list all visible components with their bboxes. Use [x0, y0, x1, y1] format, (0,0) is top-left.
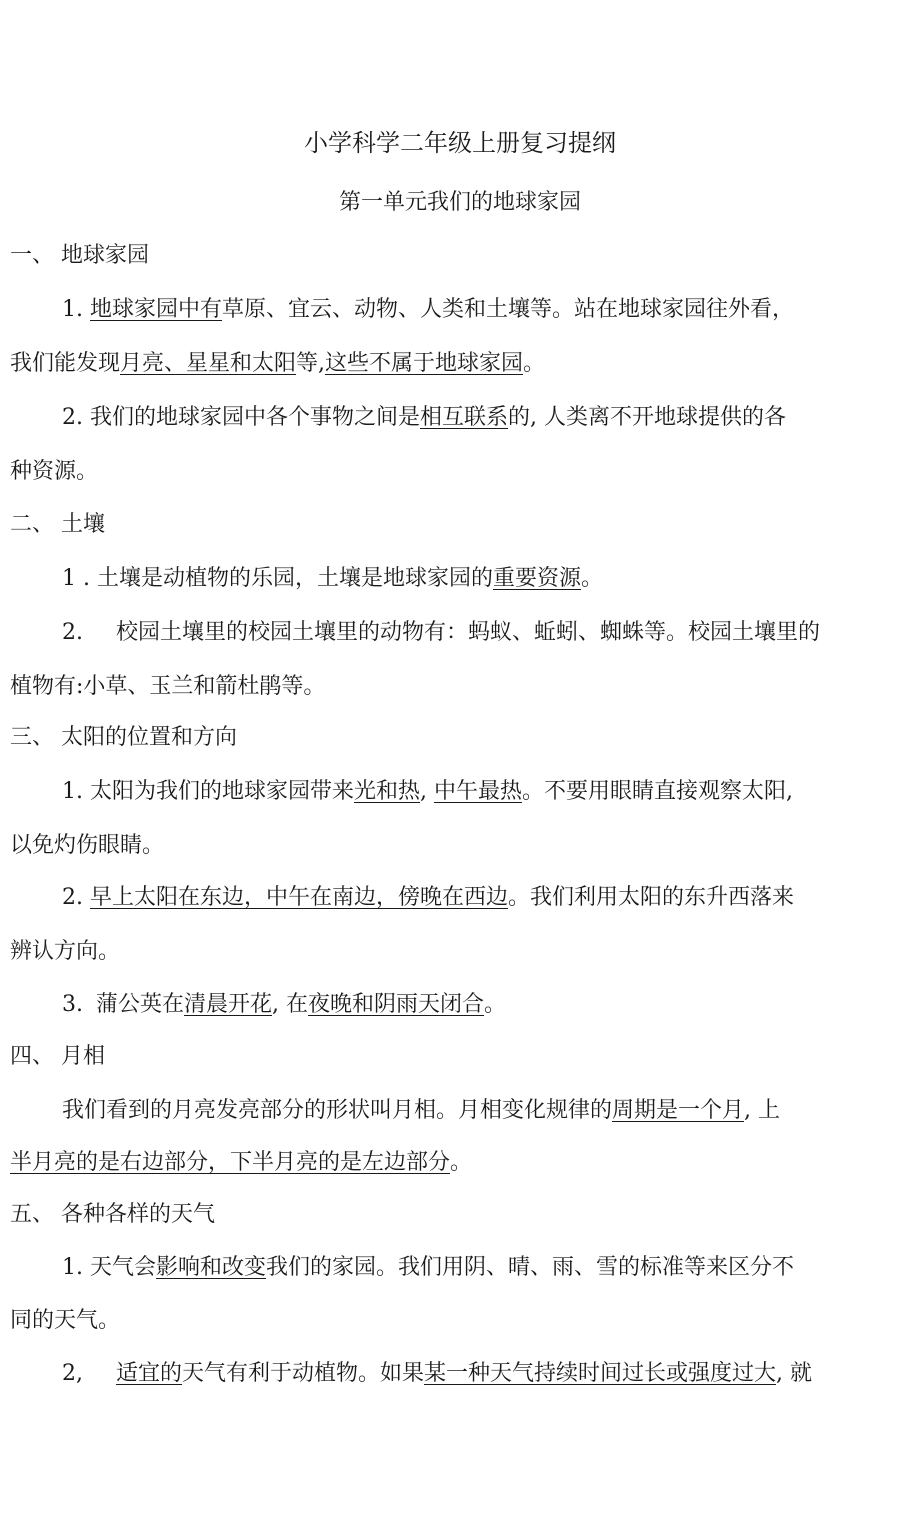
paragraph-line: [62, 403, 786, 433]
text-segment: 蒲公英在: [96, 992, 185, 1017]
section-heading-sun-position: 三、 太阳的位置和方向: [10, 725, 237, 750]
text-segment: 等,: [296, 351, 326, 376]
item-number: 2.: [62, 405, 83, 430]
underlined-key-phrase: 某一种天气持续时间过长或强度过大: [424, 1361, 777, 1386]
item-number: 2.: [62, 620, 83, 645]
text-segment: 。: [484, 992, 507, 1017]
text-segment: , 上: [744, 1098, 781, 1123]
text-segment: , 就: [776, 1361, 813, 1386]
text-segment: ,: [420, 779, 428, 804]
item-number: 2,: [62, 1361, 83, 1386]
unit-title: 第一单元我们的地球家园: [338, 190, 581, 215]
paragraph-line: [62, 618, 820, 648]
text-segment: 以免灼伤眼睛。: [10, 833, 165, 858]
paragraph-line: [62, 564, 603, 594]
text-segment: 。不要用眼睛直接观察太阳,: [522, 779, 794, 804]
section-heading-weather: 五、 各种各样的天气: [10, 1202, 215, 1227]
underlined-key-phrase: 中午最热: [434, 779, 523, 804]
text-segment: 同的天气。: [10, 1308, 121, 1333]
underlined-key-phrase: 适宜的: [116, 1361, 183, 1386]
text-segment: 种资源。: [10, 459, 99, 484]
underlined-key-phrase: 相互联系: [420, 405, 509, 430]
text-segment: 我们看到的月亮发亮部分的形状叫月相。月相变化规律的: [62, 1098, 613, 1123]
underlined-key-phrase: 清晨开花: [184, 992, 273, 1017]
item-number: 2.: [62, 885, 83, 910]
text-segment: 。我们利用太阳的东升西落来: [508, 885, 795, 910]
paragraph-line: [62, 295, 794, 325]
underlined-key-phrase: 早上太阳在东边，中午在南边，傍晚在西边: [90, 885, 509, 910]
underlined-key-phrase: 月亮、星星和太阳: [120, 351, 297, 376]
section-heading-moon-phase: 四、 月相: [10, 1044, 105, 1069]
text-segment: 土壤是动植物的乐园，土壤是地球家园的: [96, 566, 493, 591]
underlined-key-phrase: 夜晚和阴雨天闭合: [308, 992, 485, 1017]
section-heading-soil: 二、 土壤: [10, 512, 105, 537]
underlined-key-phrase: 影响和改变: [156, 1255, 267, 1280]
paragraph-line: [10, 672, 325, 702]
item-number: 1 .: [62, 566, 90, 591]
paragraph-line: [10, 457, 98, 487]
text-segment: 的, 人类离不开地球提供的各: [508, 405, 787, 430]
item-number: 1.: [62, 779, 83, 804]
underlined-key-phrase: 周期是一个月: [612, 1098, 745, 1123]
underlined-key-phrase: 半月亮的是右边部分，下半月亮的是左边部分: [10, 1150, 451, 1175]
text-segment: 太阳为我们的地球家园带来: [90, 779, 355, 804]
item-number: 3.: [62, 992, 83, 1017]
underlined-key-phrase: 光和热: [354, 779, 421, 804]
text-segment: 我们的家园。我们用阴、晴、雨、雪的标准等来区分不: [266, 1255, 795, 1280]
paragraph-line: [62, 883, 794, 913]
paragraph-line: [10, 349, 545, 379]
text-segment: 草原、宜云、动物、人类和土壤等。站在地球家园往外看，: [222, 297, 795, 322]
item-number: 1.: [62, 297, 83, 322]
text-segment: 我们的地球家园中各个事物之间是: [90, 405, 421, 430]
paragraph-line: [62, 1253, 794, 1283]
text-segment: 天气有利于动植物。如果: [182, 1361, 425, 1386]
text-segment: 。: [523, 351, 546, 376]
paragraph-line: [62, 990, 506, 1020]
text-segment: 植物有:小草、玉兰和箭杜鹃等。: [10, 674, 326, 699]
text-segment: 天气会: [90, 1255, 157, 1280]
paragraph-line: [62, 1096, 780, 1126]
paragraph-line: [10, 1306, 120, 1336]
text-segment: 。: [450, 1150, 473, 1175]
paragraph-line: [62, 777, 793, 807]
text-segment: 我们能发现: [10, 351, 121, 376]
text-segment: , 在: [272, 992, 309, 1017]
underlined-key-phrase: 地球家园中有: [90, 297, 223, 322]
paragraph-line: [10, 937, 120, 967]
paragraph-line: [62, 1359, 812, 1389]
text-segment: 。: [581, 566, 604, 591]
document-title: 小学科学二年级上册复习提纲: [304, 129, 616, 157]
text-segment: 辨认方向。: [10, 939, 121, 964]
paragraph-line: [10, 831, 164, 861]
underlined-key-phrase: 这些不属于地球家园: [325, 351, 524, 376]
paragraph-line: [10, 1148, 472, 1178]
text-segment: 校园土壤里的校园土壤里的动物有：蚂蚁、蚯蚓、蜘蛛等。校园土壤里的: [116, 620, 821, 645]
underlined-key-phrase: 重要资源: [493, 566, 582, 591]
item-number: 1.: [62, 1255, 83, 1280]
section-heading-earth-home: 一、 地球家园: [10, 243, 149, 268]
